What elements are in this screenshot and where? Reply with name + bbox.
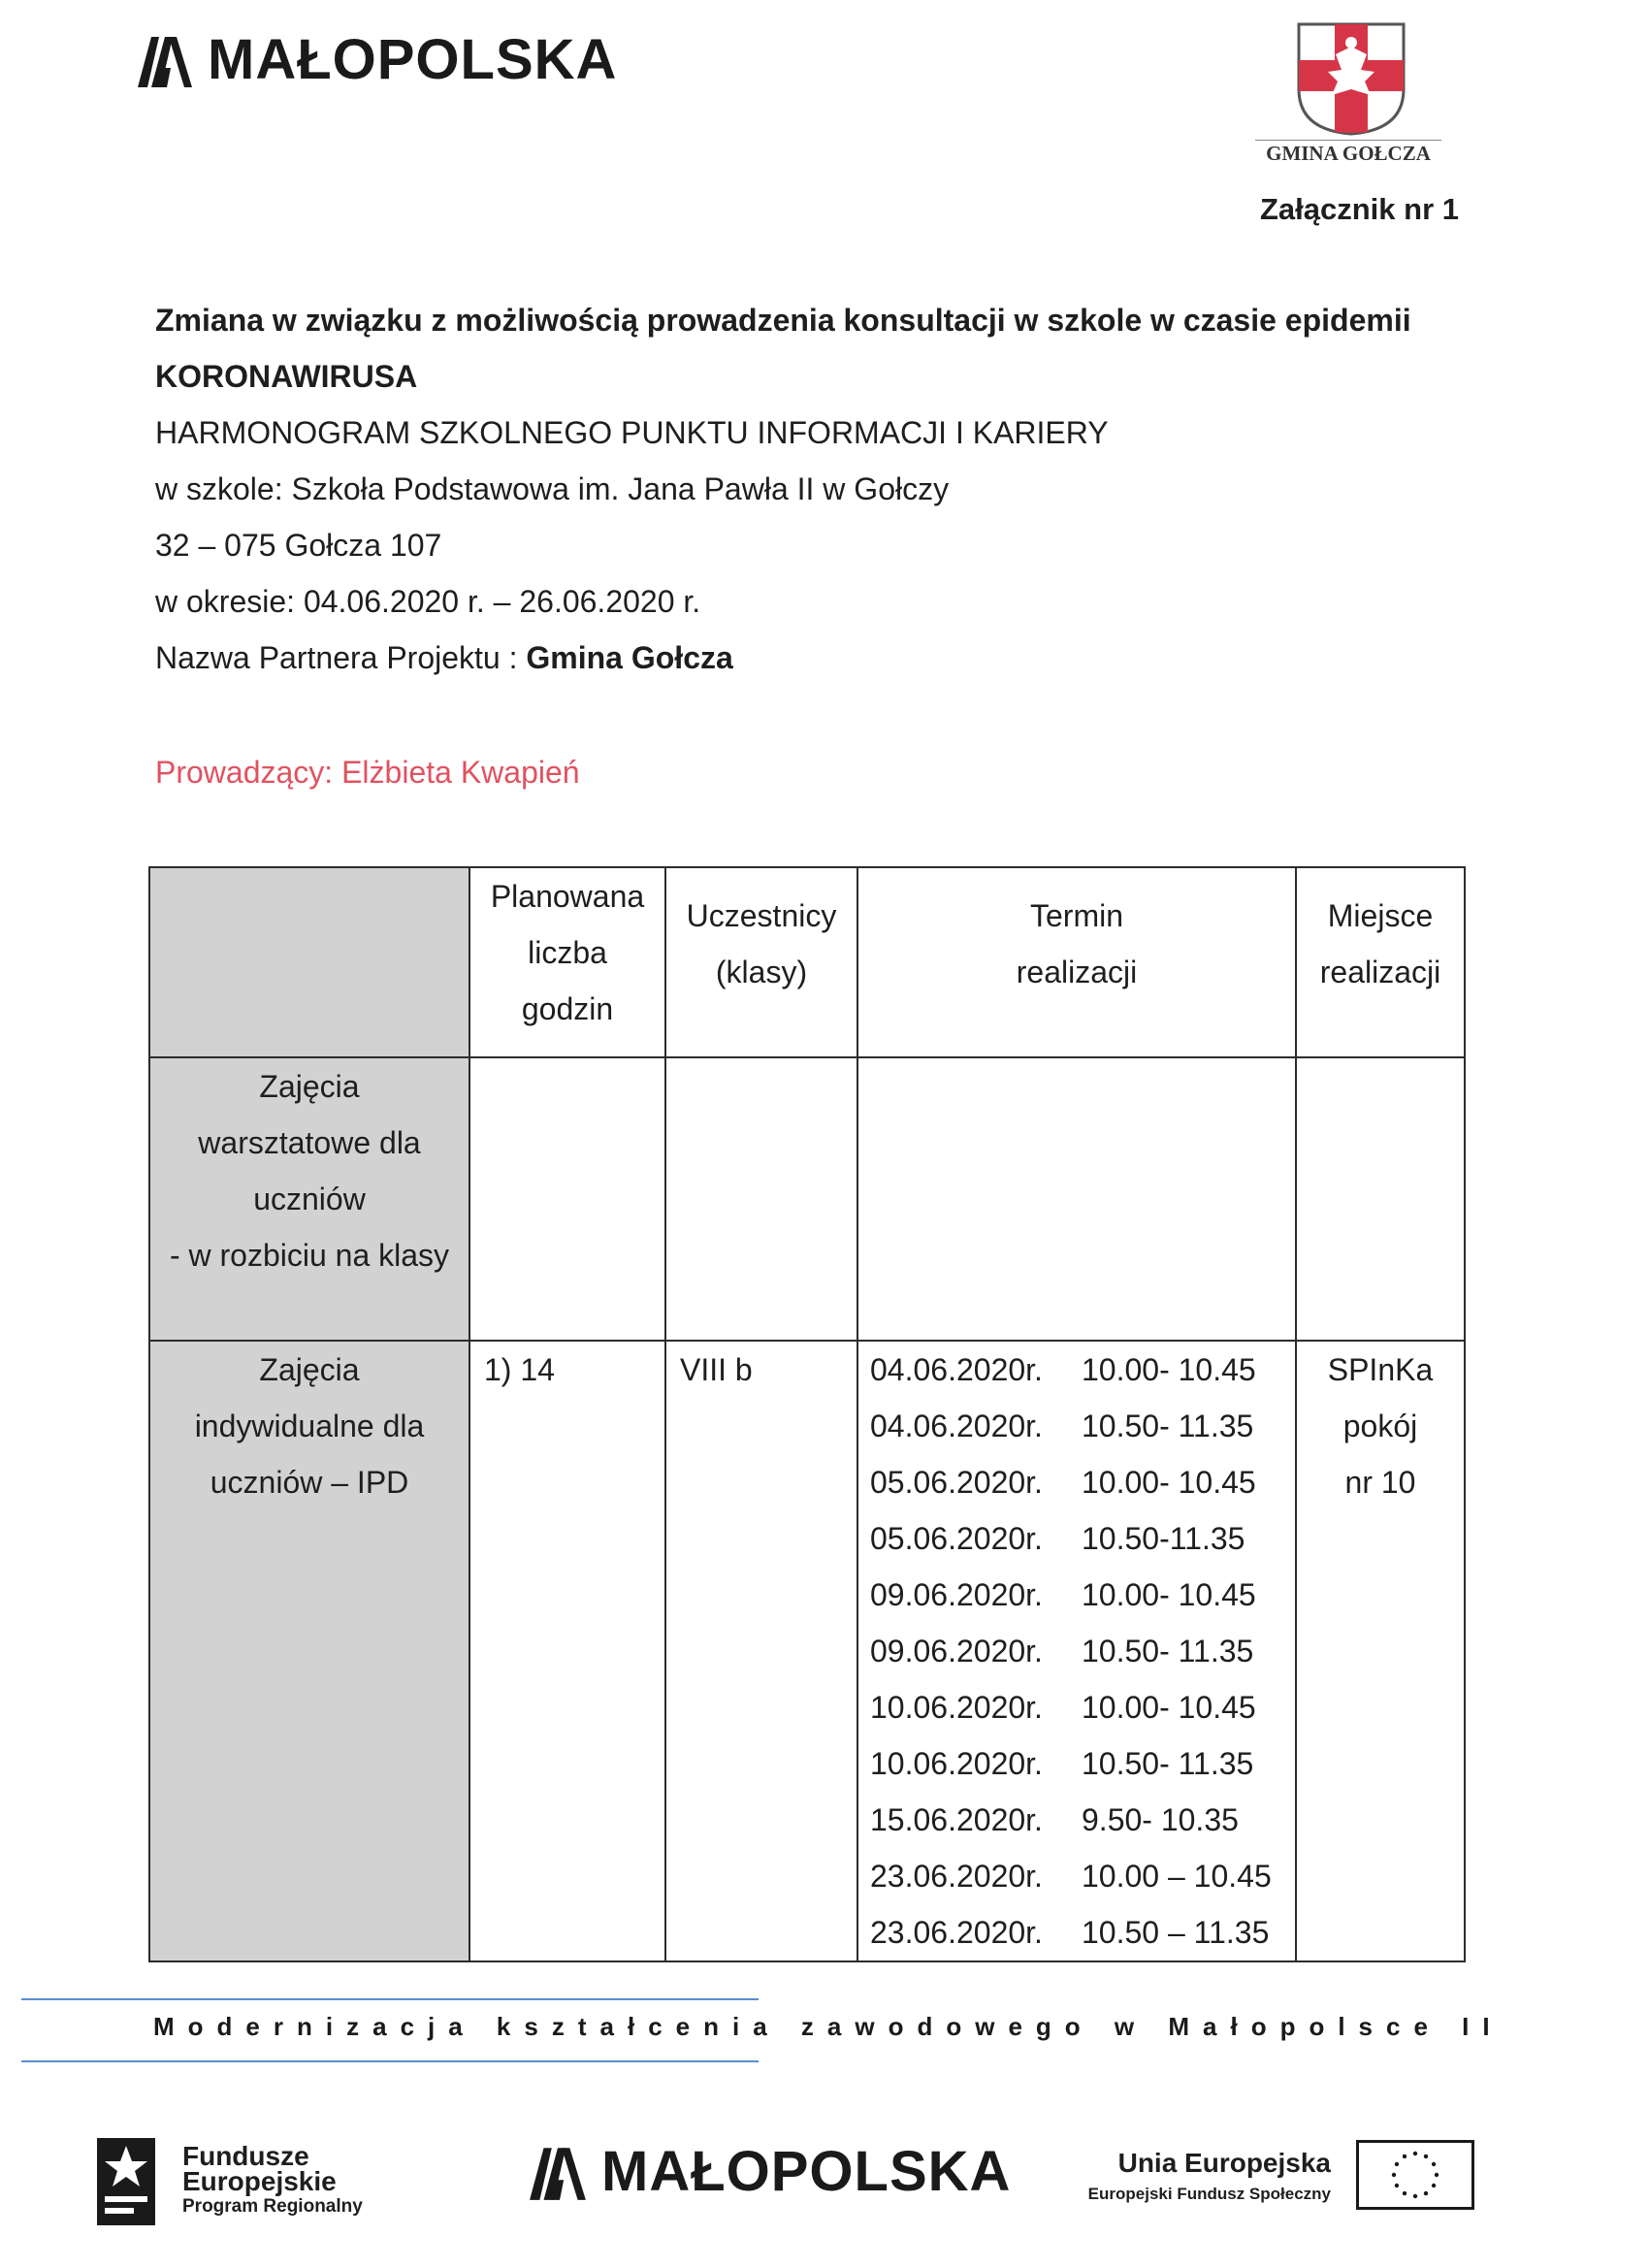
hours-value: 1) 14	[469, 1341, 665, 1961]
footer-rule-bottom	[21, 2060, 759, 2062]
term-row	[870, 1792, 1295, 1848]
header-hours: Planowana liczba godzin	[469, 867, 665, 1057]
term-row	[870, 1679, 1295, 1735]
term-date: 10.06.2020r.	[870, 1690, 1043, 1725]
term-date: 10.06.2020r.	[870, 1746, 1043, 1781]
term-row	[870, 1567, 1295, 1623]
row-label-workshops: Zajęcia warsztatowe dla uczniów - w rozbiciu na klasy	[149, 1057, 469, 1341]
partner-line	[155, 638, 733, 677]
malopolska-logo-top	[136, 29, 617, 91]
partner-label: Nazwa Partnera Projektu :	[155, 640, 527, 675]
term-time: 10.50- 11.35	[1082, 1634, 1254, 1669]
table-row	[149, 1057, 1465, 1341]
partner-value: Gmina Gołcza	[526, 640, 733, 675]
term-row	[870, 1454, 1295, 1510]
school-address: 32 – 075 Gołcza 107	[155, 528, 442, 563]
schedule-table	[148, 866, 1466, 1962]
leader-line: Prowadzący: Elżbieta Kwapień	[155, 755, 580, 790]
heading-line-2: KORONAWIRUSA	[155, 359, 418, 394]
table-row	[149, 1341, 1465, 1961]
term-date: 04.06.2020r.	[870, 1409, 1043, 1443]
malopolska-mark-icon	[528, 2144, 590, 2200]
term-row	[870, 1398, 1295, 1454]
heading-line-1: Zmiana w związku z możliwością prowadzenia konsultacji w szkole w czasie epidemii	[155, 303, 1411, 338]
empty-cell	[469, 1057, 665, 1341]
malopolska-mark-icon	[136, 33, 196, 87]
term-cell	[857, 1341, 1296, 1961]
term-row	[870, 1735, 1295, 1792]
fundusze-europejskie-logo	[97, 2138, 363, 2225]
brand-text: MAŁOPOLSKA	[208, 28, 618, 91]
term-list	[858, 1342, 1295, 1960]
term-time: 10.00- 10.45	[1082, 1465, 1256, 1500]
term-time: 10.00- 10.45	[1082, 1577, 1256, 1612]
place-cell: SPInKa pokój nr 10	[1296, 1341, 1465, 1961]
term-date: 09.06.2020r.	[870, 1634, 1043, 1669]
empty-cell	[1296, 1057, 1465, 1341]
term-time: 10.00- 10.45	[1082, 1690, 1256, 1725]
term-time: 10.50- 11.35	[1082, 1409, 1254, 1443]
term-time: 10.00 – 10.45	[1082, 1859, 1272, 1894]
row-label-individual: Zajęcia indywidualne dla uczniów – IPD	[149, 1341, 469, 1961]
term-date: 05.06.2020r.	[870, 1465, 1043, 1500]
term-date: 05.06.2020r.	[870, 1521, 1043, 1556]
attachment-number: Załącznik nr 1	[1259, 192, 1459, 226]
eu-line-2: Europejski Fundusz Społeczny	[1087, 2185, 1331, 2203]
malopolska-logo-bottom	[528, 2140, 1012, 2203]
schedule-title: HARMONOGRAM SZKOLNEGO PUNKTU INFORMACJI I KARIERY	[155, 415, 1109, 450]
crest-rule	[1255, 140, 1441, 141]
period: w okresie: 04.06.2020 r. – 26.06.2020 r.	[155, 584, 701, 619]
footer-rule-top	[21, 1998, 759, 2000]
term-time: 10.50-11.35	[1082, 1521, 1245, 1556]
term-row	[870, 1848, 1295, 1904]
term-time: 10.50 – 11.35	[1082, 1915, 1270, 1950]
term-row	[870, 1904, 1295, 1960]
term-row	[870, 1510, 1295, 1567]
header-participants: Uczestnicy (klasy)	[665, 867, 857, 1057]
term-date: 23.06.2020r.	[870, 1915, 1043, 1950]
empty-cell	[665, 1057, 857, 1341]
crest-label: GMINA GOŁCZA	[1266, 142, 1431, 165]
school-name: w szkole: Szkoła Podstawowa im. Jana Pawła II w Gołczy	[155, 471, 950, 506]
term-row	[870, 1342, 1295, 1398]
table-header-row	[149, 867, 1465, 1057]
header-empty-cell	[149, 867, 469, 1057]
gmina-golcza-crest-icon	[1296, 21, 1406, 136]
term-time: 10.50- 11.35	[1082, 1746, 1254, 1781]
project-tagline: Modernizacja kształcenia zawodowego w Małopolsce II	[153, 2012, 1504, 2041]
term-date: 04.06.2020r.	[870, 1352, 1043, 1387]
fe-line-1: Fundusze	[182, 2141, 309, 2171]
eu-text	[1067, 2148, 1331, 2210]
term-time: 9.50- 10.35	[1082, 1802, 1239, 1837]
participants-value: VIII b	[665, 1341, 857, 1961]
term-time: 10.00- 10.45	[1082, 1352, 1256, 1387]
brand-text: MAŁOPOLSKA	[601, 2140, 1012, 2203]
fe-line-3: Program Regionalny	[182, 2196, 363, 2217]
fundusze-star-icon	[97, 2138, 155, 2225]
eu-flag-icon	[1356, 2140, 1474, 2210]
term-date: 15.06.2020r.	[870, 1802, 1043, 1837]
term-date: 23.06.2020r.	[870, 1859, 1043, 1894]
eu-line-1: Unia Europejska	[1117, 2148, 1331, 2178]
fe-line-2: Europejskie	[182, 2166, 337, 2196]
term-row	[870, 1623, 1295, 1679]
header-term: Termin realizacji	[857, 867, 1296, 1057]
term-date: 09.06.2020r.	[870, 1577, 1043, 1612]
header-place: Miejsce realizacji	[1296, 867, 1465, 1057]
empty-cell	[857, 1057, 1296, 1341]
